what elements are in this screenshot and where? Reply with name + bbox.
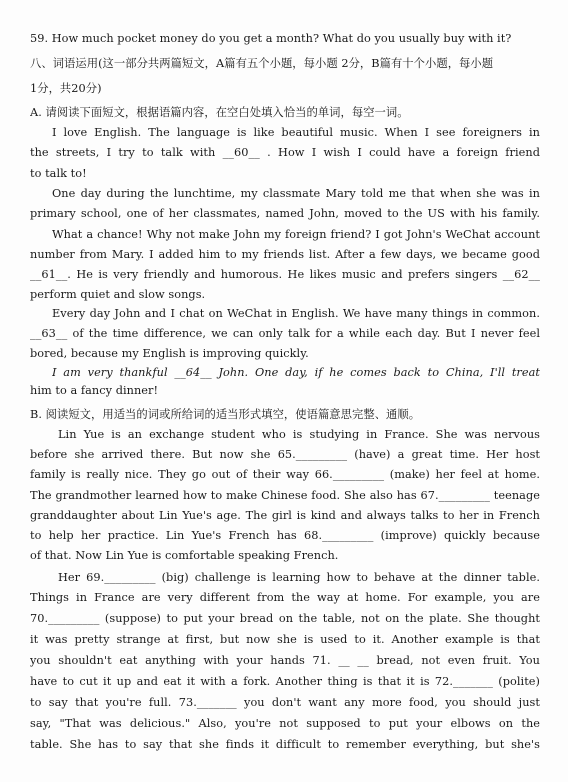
passage-a-line: to talk to! (30, 167, 87, 180)
passage-b-line: table. She has to say that she finds it difficult to remember everything, but she's (30, 738, 540, 751)
passage-b-line: before she arrived there. But now she 65._________ (have) a great time. Her host (30, 448, 540, 461)
passage-a-line: I love English. The language is like beautiful music. When I see foreigners in (52, 126, 540, 139)
passage-b-line: of that. Now Lin Yue is comfortable speaking French. (30, 549, 339, 562)
passage-b-line: it was pretty strange at first, but now she is used to it. Another example is that (30, 633, 540, 646)
part-a-instruction: A. 请阅读下面短文，根据语篇内容，在空白处填入恰当的单词，每空一词。 (30, 106, 409, 119)
passage-a-line: Every day John and I chat on WeChat in English. We have many things in common. (52, 307, 540, 320)
passage-a-line: perform quiet and slow songs. (30, 288, 206, 301)
passage-a-line: primary school, one of her classmates, named John, moved to the US with his family. (30, 207, 540, 220)
passage-a-line: I am very thankful __64__ John. One day, if he comes back to China, I'll treat (52, 366, 540, 379)
passage-a-line: the streets, I try to talk with __60__ . How I wish I could have a foreign friend (30, 146, 540, 159)
passage-a-line: number from Mary. I added him to my friends list. After a few days, we became good (30, 248, 540, 261)
question-59: 59. How much pocket money do you get a month? What do you usually buy with it? (30, 32, 512, 45)
passage-a-line: What a chance! Why not make John my foreign friend? I got John's WeChat account (52, 228, 540, 241)
passage-b-line: Lin Yue is an exchange student who is studying in France. She was nervous (58, 428, 540, 441)
passage-b-line: say, "That was delicious." Also, you're not supposed to put your elbows on the (30, 717, 540, 730)
passage-a-line: __61__. He is very friendly and humorous. He likes music and prefers singers __62__ (30, 268, 540, 281)
passage-b-line: you shouldn't eat anything with your hands 71. __ __ bread, not even fruit. You (30, 654, 540, 667)
passage-b-line: 70._________ (suppose) to put your bread on the table, not on the plate. She thought (30, 612, 540, 625)
passage-a-line: him to a fancy dinner! (30, 384, 159, 397)
section-8-heading: 八、词语运用(这一部分共两篇短文，A篇有五个小题，每小题 2分，B篇有十个小题，每小题 (30, 57, 494, 70)
passage-b-line: The grandmother learned how to make Chinese food. She also has 67._________ teenage (30, 489, 540, 502)
passage-b-line: have to cut it up and eat it with a fork. Another thing is that it is 72._______ (polite) (30, 675, 540, 688)
passage-b-line: to say that you're full. 73._______ you don't want any more food, you should just (30, 696, 540, 709)
passage-a-line: bored, because my English is improving quickly. (30, 347, 309, 360)
passage-a-line: __63__ of the time difference, we can only talk for a while each day. But I never feel (30, 327, 540, 340)
passage-b-line: to help her practice. Lin Yue's French has 68._________ (improve) quickly because (30, 529, 540, 542)
section-8-heading-cont: 1分，共20分) (30, 82, 102, 95)
passage-b-line: granddaughter about Lin Yue's age. The girl is kind and always talks to her in French (30, 509, 540, 522)
passage-b-line: family is really nice. They go out of their way 66._________ (make) her feel at home. (30, 468, 540, 481)
passage-b-line: Her 69._________ (big) challenge is learning how to behave at the dinner table. (58, 571, 540, 584)
passage-b-line: Things in France are very different from the way at home. For example, you are (30, 591, 540, 604)
passage-a-line: One day during the lunchtime, my classmate Mary told me that when she was in (52, 187, 540, 200)
part-b-instruction: B. 阅读短文，用适当的词或所给词的适当形式填空，使语篇意思完整、通顺。 (30, 408, 421, 421)
